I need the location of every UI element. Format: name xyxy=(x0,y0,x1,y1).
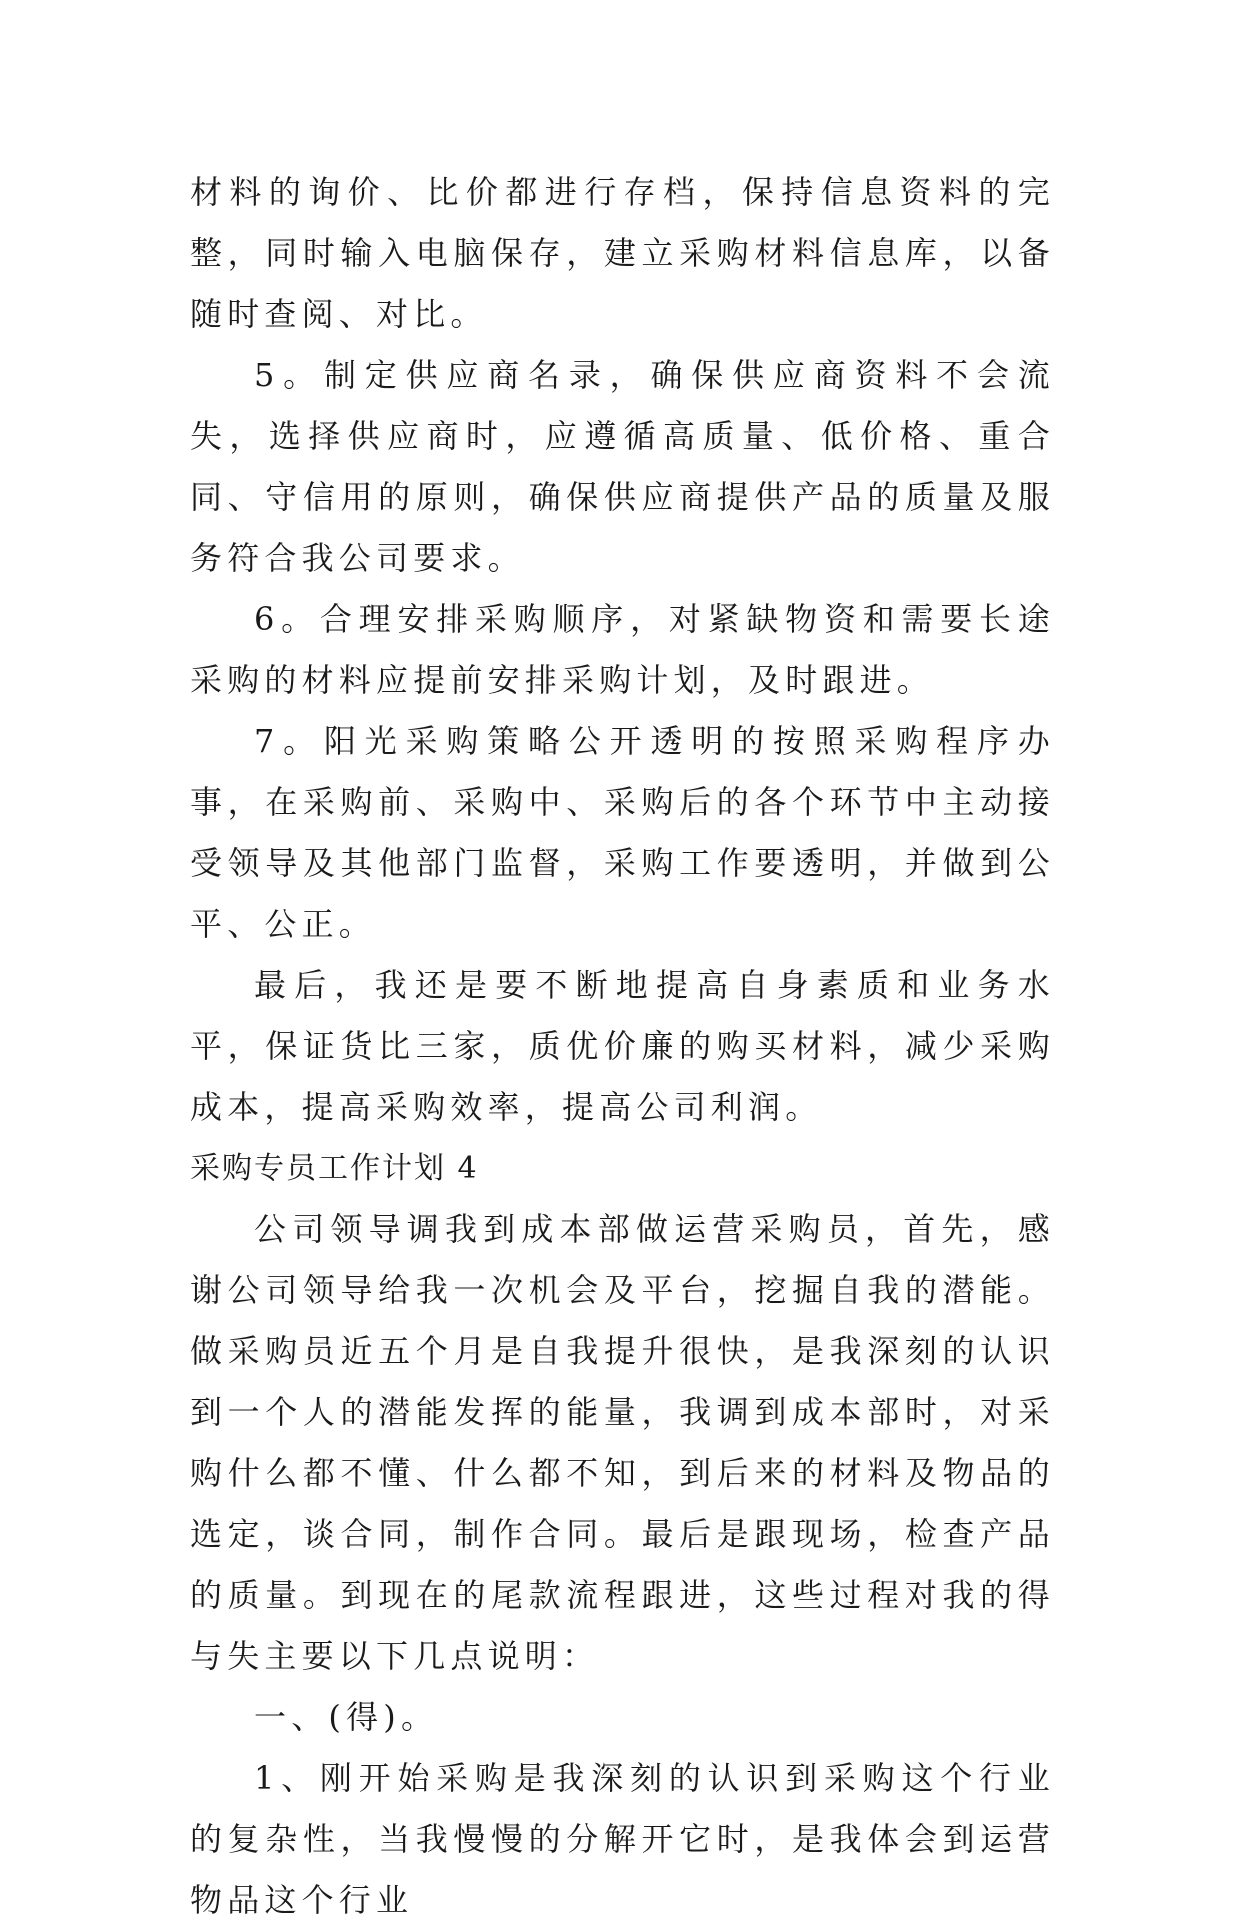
section-title: 采购专员工作计划 4 xyxy=(190,1151,479,1186)
paragraph-subheading-gain: 一、(得)。 xyxy=(254,1698,439,1736)
paragraph-conclusion: 最后，我还是要不断地提高自身素质和业务水平，保证货比三家，质优价廉的购买材料，减少采购成本，提高采购效率，提高公司利润。 xyxy=(190,966,1055,1126)
document-body xyxy=(190,162,1055,1931)
paragraph-continuation: 材料的询价、比价都进行存档，保持信息资料的完整，同时输入电脑保存，建立采购材料信息库，以备随时查阅、对比。 xyxy=(190,173,1055,333)
paragraph-item-6: 6。合理安排采购顺序，对紧缺物资和需要长途采购的材料应提前安排采购计划，及时跟进。 xyxy=(190,600,1055,699)
paragraph-item-5: 5。制定供应商名录，确保供应商资料不会流失，选择供应商时，应遵循高质量、低价格、重合同、守信用的原则，确保供应商提供产品的质量及服务符合我公司要求。 xyxy=(190,356,1055,577)
paragraph-intro: 公司领导调我到成本部做运营采购员，首先，感谢公司领导给我一次机会及平台，挖掘自我的潜能。做采购员近五个月是自我提升很快，是我深刻的认识到一个人的潜能发挥的能量，我调到成本部时，对采购什么都不懂、什么都不知，到后来的材料及物品的选定，谈合同，制作合同。最后是跟现场，检查产品的质量。到现在的尾款流程跟进，这些过程对我的得与失主要以下几点说明： xyxy=(190,1210,1055,1675)
paragraph-item-7: 7。阳光采购策略公开透明的按照采购程序办事，在采购前、采购中、采购后的各个环节中主动接受领导及其他部门监督，采购工作要透明，并做到公平、公正。 xyxy=(190,722,1055,943)
paragraph-item-1: 1、刚开始采购是我深刻的认识到采购这个行业的复杂性，当我慢慢的分解开它时，是我体会到运营物品这个行业 xyxy=(190,1759,1055,1919)
